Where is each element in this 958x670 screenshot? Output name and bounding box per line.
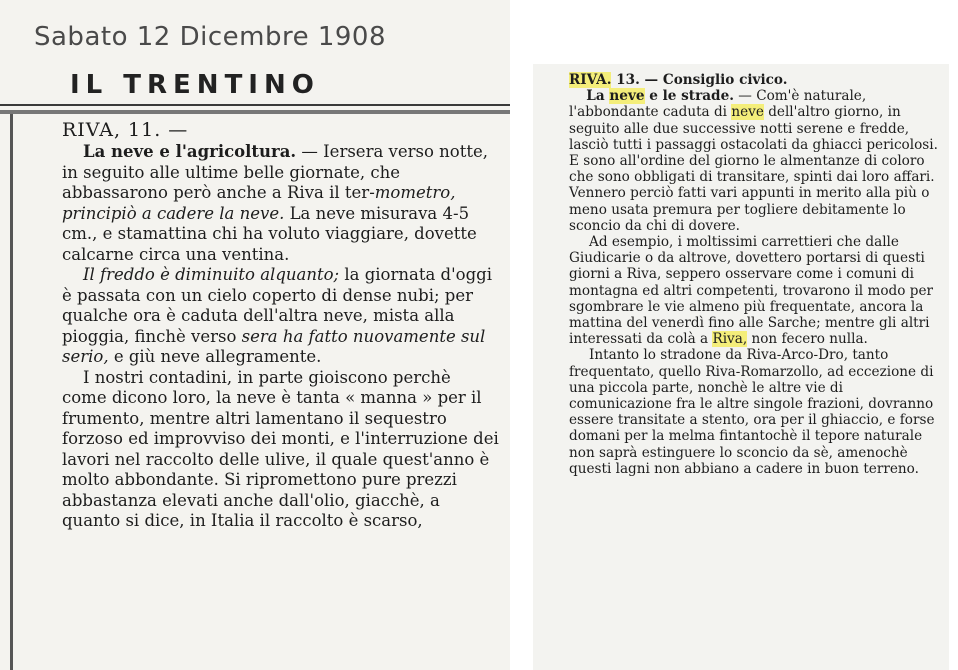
paragraph-2-italic: Il freddo è diminuito alquanto;	[82, 265, 340, 284]
article-heading-right	[569, 72, 939, 88]
paragraph-2-text-b: e giù neve allegramente.	[108, 347, 322, 366]
dateline: Sabato 12 Dicembre 1908	[34, 22, 387, 52]
paragraph-1-italic: mometro, principiò a cadere la neve.	[62, 183, 456, 223]
p1-title-highlight: neve	[609, 88, 645, 105]
heading-rest: 13. — Consiglio civico.	[611, 72, 788, 88]
p1-text-a: — Com'è naturale, l'abbondante caduta di	[569, 88, 867, 121]
newspaper-title: IL TRENTINO	[70, 70, 320, 100]
paragraph-r1	[569, 88, 939, 234]
p3-text: Intanto lo stradone da Riva-Arco-Dro, tanto frequentato, quello Riva-Romarzollo, ad eccezione di una piccola parte, nonchè le altre vie di comunicazione fra le altre singole frazioni, dovranno essere transitate a stento, ora per il ghiaccio, e forse domani per la melma fintantochè il tepore naturale non saprà estinguere lo sconcio da sè, amenochè questi lagni non abbiano a cadere in buon terreno.	[569, 347, 935, 477]
p2-text-b: non fecero nulla.	[747, 331, 868, 348]
header-rule	[0, 104, 510, 106]
paragraph-3-text: I nostri contadini, in parte gioiscono perchè come dicono loro, la neve è tanta « manna » per il frumento, mentre altri lamentano il sequestro forzoso ed improvviso dei monti, e l'interruzione dei lavori nel raccolto delle ulive, il quale quest'anno è molto abbondante. Si ripromettono pure prezzi abbastanza elevati anche dall'olio, giacchè, a quanto si dice, in Italia il raccolto è scarso,	[62, 367, 499, 530]
p1-highlight: neve	[731, 104, 764, 121]
paragraph-1-text-a: — Iersera verso notte, in seguito alle ultime belle giornate, che abbassarono però anche a Riva il ter-	[62, 142, 488, 202]
paragraph-r3	[569, 347, 939, 477]
p1-title-a: La	[586, 88, 610, 105]
article-column-right	[569, 72, 939, 477]
p1-title-b: e le strade.	[644, 88, 734, 105]
p2-highlight: Riva,	[712, 331, 748, 348]
paragraph-1-title: La neve e l'agricoltura.	[82, 142, 297, 161]
newspaper-clipping-right	[533, 64, 949, 670]
paragraph-2-italic-2: sera ha fatto nuovamente sul serio,	[62, 326, 486, 366]
paragraph-3	[62, 368, 500, 532]
heading-place-highlight: RIVA.	[569, 72, 612, 88]
article-column-left	[62, 118, 500, 532]
paragraph-2-text-a: la giornata d'oggi è passata con un cielo coperto di dense nubi; per qualche ora è caduta dell'altra neve, mista alla pioggia, finchè verso	[62, 265, 492, 346]
paragraph-1-text-c: La neve misurava 4-5 cm., e stamattina chi ha voluto viaggiare, dovette calcarne circa una ventina.	[62, 203, 477, 264]
column-rule	[10, 114, 13, 670]
p2-text-a: Ad esempio, i moltissimi carrettieri che dalle Giudicarie o da altrove, dovettero portarsi di questi giorni a Riva, seppero osservare come i comuni di montagna ed altri competenti, trovarono il modo per sgombrare le vie almeno più frequentate, ancora la mattina del venerdì fino alle Sarche; mentre gli altri interessati da colà a	[569, 234, 933, 348]
paragraph-2	[62, 265, 500, 368]
article-heading: RIVA, 11. —	[62, 119, 189, 141]
p1-text-b: dell'altro giorno, in seguito alle due successive notti serene e fredde, lasciò tutti i passaggi ostacolati da ghiacci pericolosi. E sono all'ordine del giorno le almentanze di coloro che sono obbligati di transitare, spinti dai loro affari. Vennero perciò fatti vari appunti in merito alla più o meno usata premura per togliere debitamente lo sconcio da chi di dovere.	[569, 104, 938, 234]
header-rule-thick	[0, 110, 510, 114]
paragraph-r2	[569, 234, 939, 347]
paragraph-1	[62, 142, 500, 265]
